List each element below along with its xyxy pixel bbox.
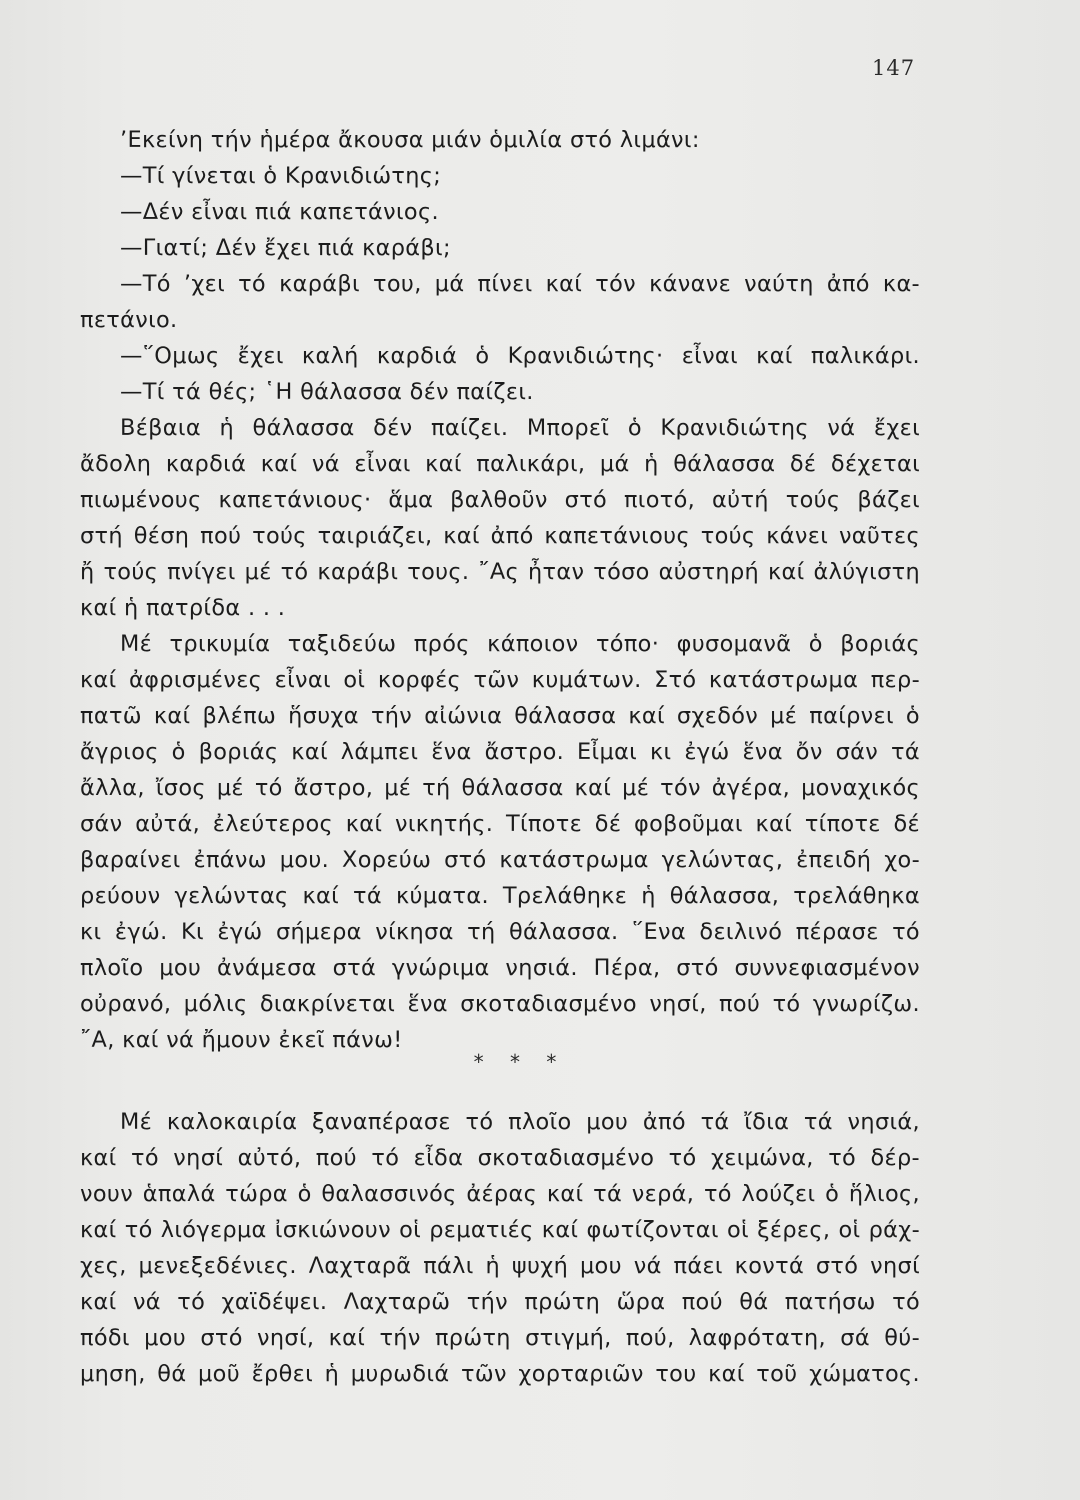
text-line: σάν αὐτά, ἐλεύτερος καί νικητής. Τίποτε δέ φοβοῦμαι καί τίποτε δέ xyxy=(80,811,920,837)
text-line: κι ἐγώ. Κι ἐγώ σήμερα νίκησα τή θάλασσα. ῞Ενα δειλινό πέρασε τό xyxy=(80,919,920,945)
text-line: ἄδολη καρδιά καί νά εἶναι καί παλικάρι, μά ἡ θάλασσα δέ δέχεται xyxy=(80,451,920,477)
text-line: —Τί τά θές; ῾Η θάλασσα δέν παίζει. xyxy=(120,379,534,405)
text-line: ἄλλα, ἴσος μέ τό ἄστρο, μέ τή θάλασσα καί μέ τόν ἀγέρα, μοναχικός xyxy=(80,775,920,801)
text-line: —῞Ομως ἔχει καλή καρδιά ὁ Κρανιδιώτης· εἶναι καί παλικάρι. xyxy=(120,343,920,369)
text-line: —Γιατί; Δέν ἔχει πιά καράβι; xyxy=(120,235,451,261)
text-line: οὐρανό, μόλις διακρίνεται ἕνα σκοταδιασμένο νησί, πού τό γνωρίζω. xyxy=(80,991,920,1017)
text-line: ῎Α, καί νά ἤμουν ἐκεῖ πάνω! xyxy=(80,1027,403,1053)
text-line: καί ἡ πατρίδα . . . xyxy=(80,595,286,621)
page-number: 147 xyxy=(872,56,916,80)
text-line: χες, μενεξεδένιες. Λαχταρᾶ πάλι ἡ ψυχή μου νά πάει κοντά στό νησί xyxy=(80,1253,920,1279)
text-line: καί τό λιόγερμα ἰσκιώνουν οἱ ρεματιές καί φωτίζονται οἱ ξέρες, οἱ ράχ- xyxy=(80,1217,920,1243)
text-line: πόδι μου στό νησί, καί τήν πρώτη στιγμή, πού, λαφρότατη, σά θύ- xyxy=(80,1325,920,1351)
text-line: πλοῖο μου ἀνάμεσα στά γνώριμα νησιά. Πέρα, στό συννεφιασμένον xyxy=(80,955,920,981)
text-line: πιωμένους καπετάνιους· ἅμα βαλθοῦν στό πιοτό, αὐτή τούς βάζει xyxy=(80,487,920,513)
text-line: νουν ἁπαλά τώρα ὁ θαλασσινός ἀέρας καί τά νερά, τό λούζει ὁ ἥλιος, xyxy=(80,1181,920,1207)
section-separator: * * * xyxy=(473,1050,567,1074)
text-line: ρεύουν γελώντας καί τά κύματα. Τρελάθηκε ἡ θάλασσα, τρελάθηκα xyxy=(80,883,920,909)
text-line: στή θέση πού τούς ταιριάζει, καί ἀπό καπετάνιους τούς κάνει ναῦτες xyxy=(80,523,920,549)
text-line: ’Εκείνη τήν ἡμέρα ἄκουσα μιάν ὁμιλία στό λιμάνι: xyxy=(120,127,700,153)
text-line: καί τό νησί αὐτό, πού τό εἶδα σκοταδιασμένο τό χειμώνα, τό δέρ- xyxy=(80,1145,920,1171)
text-line: —Τό ’χει τό καράβι του, μά πίνει καί τόν κάνανε ναύτη ἀπό κα- xyxy=(120,271,920,297)
text-line: βαραίνει ἐπάνω μου. Χορεύω στό κατάστρωμα γελώντας, ἐπειδή χο- xyxy=(80,847,920,873)
text-line: —Τί γίνεται ὁ Κρανιδιώτης; xyxy=(120,163,442,189)
text-line: Μέ τρικυμία ταξιδεύω πρός κάποιον τόπο· φυσομανᾶ ὁ βοριάς xyxy=(120,631,920,657)
text-line: πετάνιο. xyxy=(80,307,178,333)
text-line: Βέβαια ἡ θάλασσα δέν παίζει. Μπορεῖ ὁ Κρανιδιώτης νά ἔχει xyxy=(120,415,920,441)
text-line: πατῶ καί βλέπω ἥσυχα τήν αἰώνια θάλασσα καί σχεδόν μέ παίρνει ὁ xyxy=(80,703,920,729)
text-line: καί νά τό χαϊδέψει. Λαχταρῶ τήν πρώτη ὥρα πού θά πατήσω τό xyxy=(80,1289,920,1315)
text-line: καί ἀφρισμένες εἶναι οἱ κορφές τῶν κυμάτων. Στό κατάστρωμα περ- xyxy=(80,667,920,693)
text-line: μηση, θά μοῦ ἔρθει ἡ μυρωδιά τῶν χορταριῶν του καί τοῦ χώματος. xyxy=(80,1361,920,1387)
text-line: ἤ τούς πνίγει μέ τό καράβι τους. ῎Ας ἦταν τόσο αὐστηρή καί ἀλύγιστη xyxy=(80,559,920,585)
text-line: ἄγριος ὁ βοριάς καί λάμπει ἕνα ἄστρο. Εἶμαι κι ἐγώ ἕνα ὄν σάν τά xyxy=(80,739,920,765)
text-line: —Δέν εἶναι πιά καπετάνιος. xyxy=(120,199,439,225)
text-line: Μέ καλοκαιρία ξαναπέρασε τό πλοῖο μου ἀπό τά ἴδια τά νησιά, xyxy=(120,1109,920,1135)
